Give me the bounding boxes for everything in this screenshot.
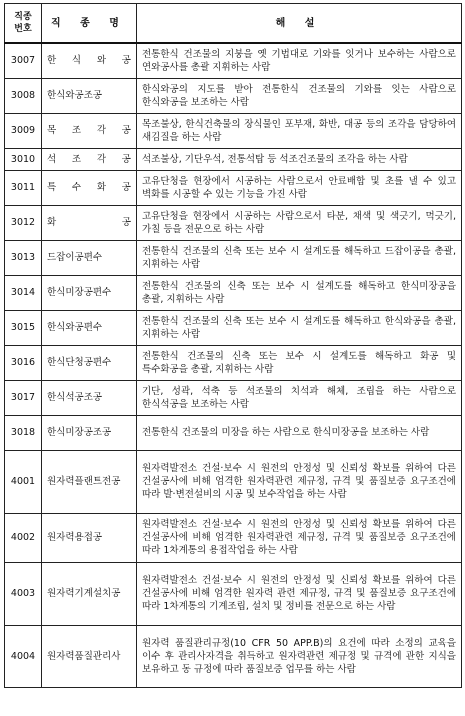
header-code (5, 4, 42, 44)
table-row (5, 240, 462, 275)
occupation-description: 고유단청을 현장에서 시공하는 사람으로서 안료배합 및 초를 낼 수 있고 벽화를 시공할 수 있는 기능을 가진 사람 (137, 170, 462, 205)
occupation-description: 전통한식 건조물의 지붕을 옛 기법대로 기와를 잇거나 보수하는 사람으로 연와공사를 총괄 지휘하는 사람 (137, 43, 462, 78)
occupation-description: 원자력발전소 건설·보수 시 원전의 안정성 및 신뢰성 확보를 위하여 다른 건설공사에 비해 엄격한 원자력관련 제규정, 규격 및 품질보증 요구조건에 따라 1차계통의 용접작업을 하는 사람 (137, 513, 462, 562)
occupation-code: 3017 (5, 380, 42, 415)
occupation-description: 석조불상, 기단우석, 전통석탑 등 석조건조물의 조각을 하는 사람 (137, 148, 462, 170)
occupation-table (4, 3, 462, 688)
occupation-name: 한식미장공편수 (42, 275, 137, 310)
table-body (5, 43, 462, 687)
occupation-name: 한식단청공편수 (42, 345, 137, 380)
table-row (5, 205, 462, 240)
occupation-description: 전통한식 건조물의 미장을 하는 사람으로 한식미장공을 보조하는 사람 (137, 415, 462, 450)
occupation-code: 3009 (5, 113, 42, 148)
occupation-code: 3007 (5, 43, 42, 78)
table-row (5, 625, 462, 687)
occupation-name: 특 수 화 공 (42, 170, 137, 205)
occupation-code: 4001 (5, 450, 42, 513)
occupation-name: 한식미장공조공 (42, 415, 137, 450)
occupation-description: 고유단청을 현장에서 시공하는 사람으로서 타분, 채색 및 색긋기, 먹긋기, 가칠 등을 전문으로 하는 사람 (137, 205, 462, 240)
occupation-code: 4003 (5, 562, 42, 625)
occupation-name: 한식석공조공 (42, 380, 137, 415)
header-name: 직 종 명 (42, 4, 137, 44)
occupation-code: 3008 (5, 78, 42, 113)
occupation-name: 한 식 와 공 (42, 43, 137, 78)
occupation-name: 드잡이공편수 (42, 240, 137, 275)
table-row (5, 78, 462, 113)
table-row (5, 275, 462, 310)
table-row (5, 513, 462, 562)
occupation-name: 원자력기계설치공 (42, 562, 137, 625)
occupation-description: 전통한식 건조물의 신축 또는 보수 시 설계도를 해독하고 한식미장공을 총괄, 지휘하는 사람 (137, 275, 462, 310)
table-row (5, 170, 462, 205)
header-desc: 해 설 (137, 4, 462, 44)
table-row (5, 310, 462, 345)
occupation-code: 3010 (5, 148, 42, 170)
occupation-code: 3011 (5, 170, 42, 205)
table-row (5, 562, 462, 625)
occupation-description: 원자력발전소 건설·보수 시 원전의 안정성 및 신뢰성 확보를 위하여 다른 건설공사에 비해 엄격한 원자력관련 제규정, 규격 및 품질보증 요구조건에 따라 발·변전설비의 시공 및 보수작업을 하는 사람 (137, 450, 462, 513)
occupation-description: 목조불상, 한식건축물의 장식물인 포부재, 화반, 대공 등의 조각을 담당하여 새김질을 하는 사람 (137, 113, 462, 148)
table-header-row (5, 4, 462, 44)
occupation-name: 한식와공조공 (42, 78, 137, 113)
occupation-name: 한식와공편수 (42, 310, 137, 345)
table-row (5, 148, 462, 170)
table-row (5, 415, 462, 450)
occupation-code: 3018 (5, 415, 42, 450)
occupation-code: 4002 (5, 513, 42, 562)
occupation-code: 3015 (5, 310, 42, 345)
header-code-text: 직종 번호 (14, 12, 32, 34)
occupation-code: 3014 (5, 275, 42, 310)
occupation-description: 원자력 품질관리규정(10 CFR 50 APP.B)의 요건에 따라 소정의 교육을 이수 후 관리사자격을 취득하고 원자력관련 제규정 및 규격에 관한 지식을 보유하고 동 규정에 따라 품질보증 업무를 하는 사람 (137, 625, 462, 687)
table-row (5, 113, 462, 148)
table-row (5, 380, 462, 415)
occupation-description: 전통한식 건조물의 신축 또는 보수 시 설계도를 해독하고 한식와공을 총괄, 지휘하는 사람 (137, 310, 462, 345)
occupation-description: 전통한식 건조물의 신축 또는 보수 시 설계도를 해독하고 드잡이공을 총괄, 지휘하는 사람 (137, 240, 462, 275)
occupation-description: 한식와공의 지도를 받아 전통한식 건조물의 기와를 잇는 사람으로 한식와공을 보조하는 사람 (137, 78, 462, 113)
occupation-name: 원자력용접공 (42, 513, 137, 562)
table-row (5, 43, 462, 78)
occupation-description: 기단, 성곽, 석축 등 석조물의 치석과 해체, 조립을 하는 사람으로 한식석공을 보조하는 사람 (137, 380, 462, 415)
occupation-name: 원자력플랜트전공 (42, 450, 137, 513)
occupation-name: 목 조 각 공 (42, 113, 137, 148)
table-row (5, 345, 462, 380)
occupation-description: 전통한식 건조물의 신축 또는 보수 시 설계도를 해독하고 화공 및 특수화공을 총괄, 지휘하는 사람 (137, 345, 462, 380)
occupation-code: 4004 (5, 625, 42, 687)
occupation-description: 원자력발전소 건설·보수 시 원전의 안정성 및 신뢰성 확보를 위하여 다른 건설공사에 비해 엄격한 원자력 관련 제규정, 규격 및 품질보증 요구조건에 따라 1차계통의 기계조립, 설치 및 정비를 전문으로 하는 사람 (137, 562, 462, 625)
occupation-code: 3012 (5, 205, 42, 240)
occupation-table-container (4, 3, 461, 688)
occupation-name: 석 조 각 공 (42, 148, 137, 170)
occupation-code: 3013 (5, 240, 42, 275)
occupation-code: 3016 (5, 345, 42, 380)
occupation-name: 원자력품질관리사 (42, 625, 137, 687)
occupation-name: 화 공 (42, 205, 137, 240)
table-row (5, 450, 462, 513)
